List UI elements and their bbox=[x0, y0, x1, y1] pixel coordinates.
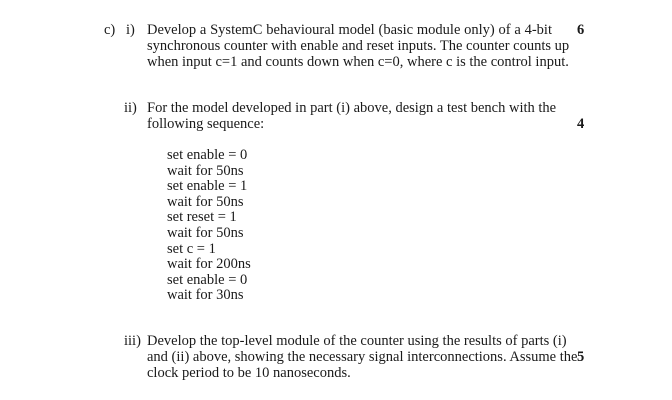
sequence-step: wait for 200ns bbox=[167, 256, 251, 273]
part-i-label: i) bbox=[126, 22, 135, 38]
sequence-step: wait for 50ns bbox=[167, 193, 244, 210]
sequence-step: set enable = 0 bbox=[167, 147, 248, 163]
part-iii-line-1: Develop the top-level module of the counter using the results of parts (i) bbox=[147, 333, 567, 349]
part-i-marks: 6 bbox=[577, 22, 585, 38]
part-iii-line-3: clock period to be 10 nanoseconds. bbox=[147, 365, 351, 381]
part-iii-text bbox=[147, 333, 578, 381]
sequence-step: set reset = 1 bbox=[167, 209, 237, 226]
part-ii-label: ii) bbox=[124, 100, 137, 116]
part-iii-line-2: and (ii) above, showing the necessary signal interconnections. Assume the bbox=[147, 349, 578, 365]
part-iii-marks: 5 bbox=[577, 349, 585, 365]
sequence-step: set enable = 1 bbox=[167, 178, 248, 195]
part-i-line-2: synchronous counter with enable and reset inputs. The counter counts up bbox=[147, 38, 570, 54]
part-i-text bbox=[147, 22, 569, 70]
sequence-step: wait for 50ns bbox=[167, 224, 244, 241]
sequence-step: set c = 1 bbox=[167, 240, 216, 257]
part-iii-label: iii) bbox=[124, 333, 141, 349]
test-sequence-list bbox=[167, 148, 251, 304]
sequence-step: wait for 50ns bbox=[167, 162, 244, 179]
part-i-line-1: Develop a SystemC behavioural model (basic module only) of a 4-bit bbox=[147, 22, 552, 38]
part-ii-line-1: For the model developed in part (i) above, design a test bench with the bbox=[147, 100, 557, 116]
part-ii-text bbox=[147, 100, 557, 132]
sequence-step: set enable = 0 bbox=[167, 271, 248, 288]
sequence-step: wait for 30ns bbox=[167, 287, 244, 304]
part-ii-line-2: following sequence: bbox=[147, 116, 265, 132]
part-ii-marks: 4 bbox=[577, 116, 585, 132]
question-letter: c) bbox=[104, 22, 116, 38]
part-i-line-3: when input c=1 and counts down when c=0, where c is the control input. bbox=[147, 54, 569, 70]
